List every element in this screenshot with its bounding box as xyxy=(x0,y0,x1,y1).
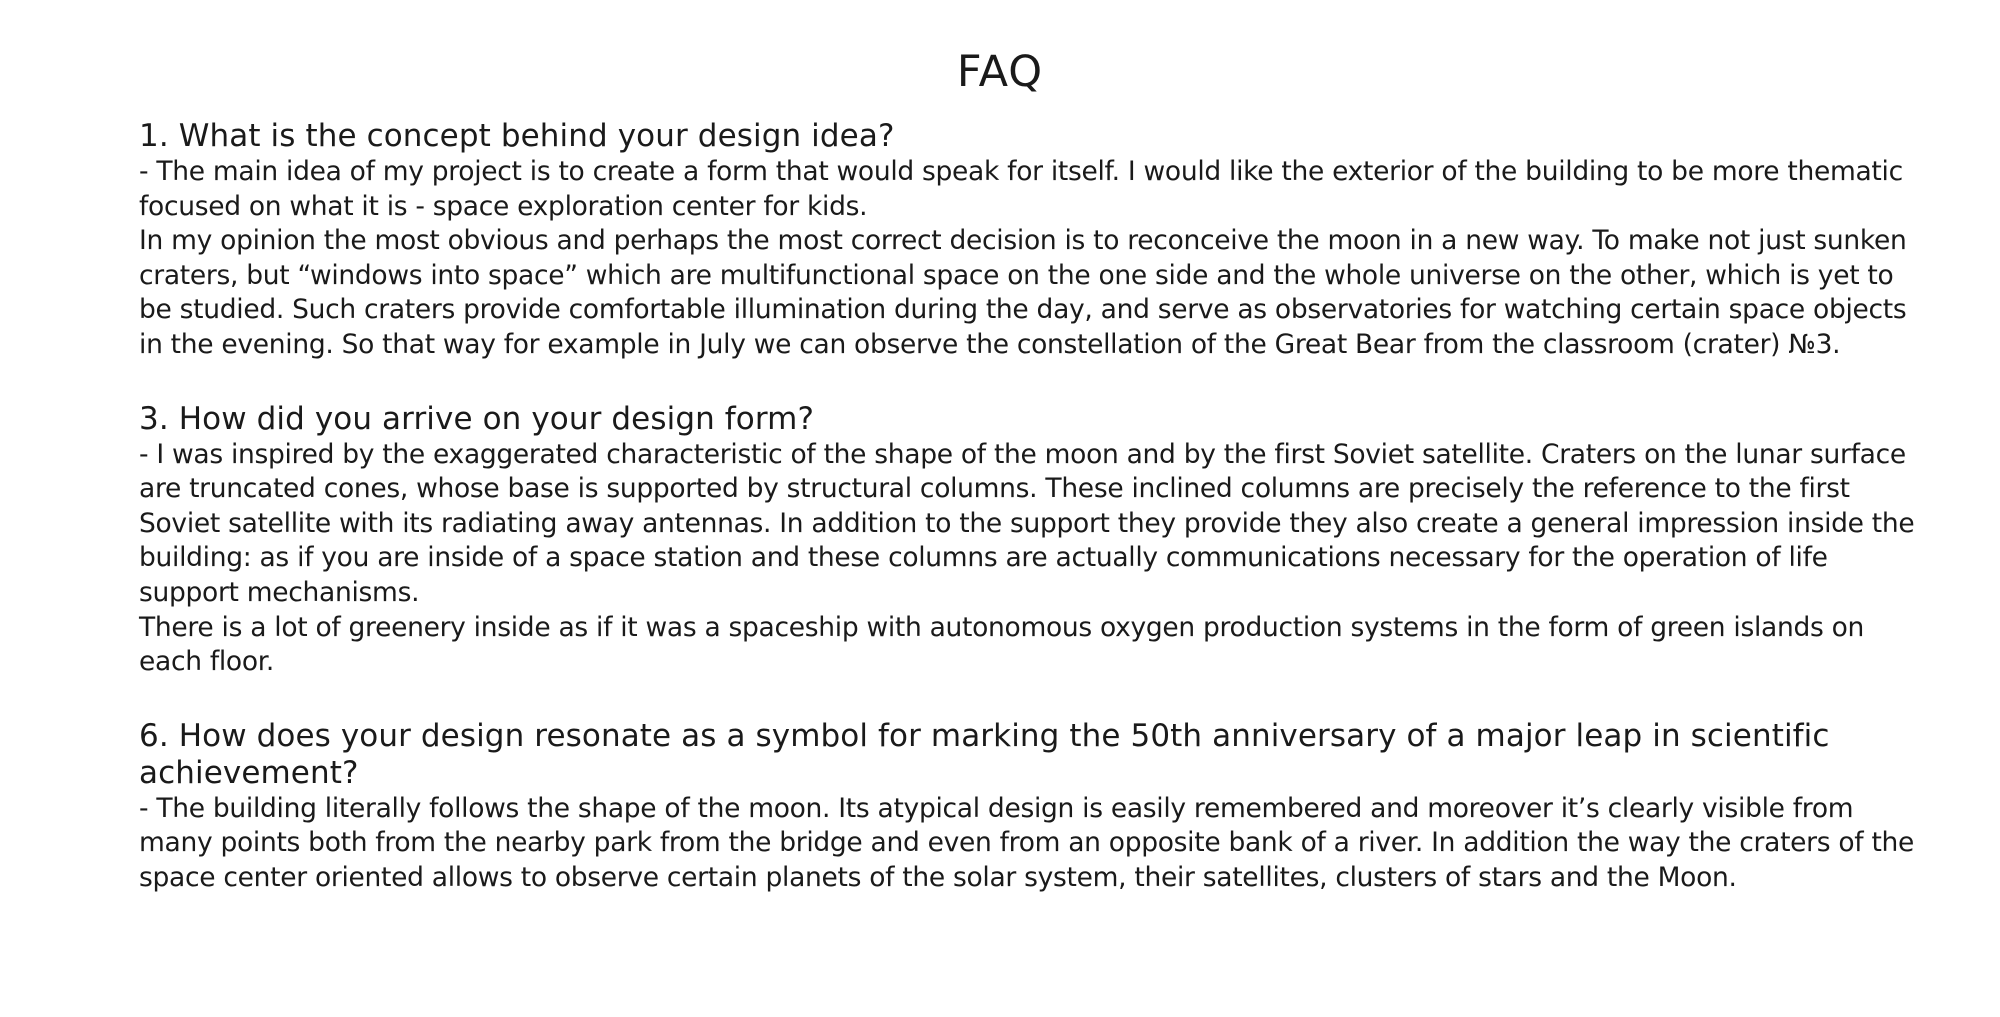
faq-item-1 xyxy=(139,118,1919,363)
page-title: FAQ xyxy=(956,47,1044,97)
faq-list xyxy=(139,118,1919,934)
faq-item-3 xyxy=(139,401,1919,680)
faq-question: 1. What is the concept behind your design idea? xyxy=(139,118,895,154)
faq-answer-paragraph: - The building literally follows the shape of the moon. Its atypical design is easily remembered and moreover it’s clearly visible from many points both from the nearby park from the bridge and even from an opposite bank of a river. In addition the way the craters of the space center oriented allows to observe certain planets of the solar system, their satellites, clusters of stars and the Moon. xyxy=(139,792,1915,893)
faq-question: 3. How did you arrive on your design form? xyxy=(139,400,815,437)
faq-answer-paragraph: - The main idea of my project is to create a form that would speak for itself. I would like the exterior of the building to be more thematic focused on what it is - space exploration center for kids. xyxy=(139,156,1903,222)
faq-question: 6. How does your design resonate as a symbol for marking the 50th anniversary of a major leap in scientific achievement? xyxy=(139,717,1830,791)
faq-item-6 xyxy=(139,718,1919,896)
faq-answer-paragraph: There is a lot of greenery inside as if it was a spaceship with autonomous oxygen production systems in the form of green islands on each floor. xyxy=(139,611,1865,678)
faq-answer-paragraph: In my opinion the most obvious and perhaps the most correct decision is to reconceive the moon in a new way. To make not just sunken craters, but “windows into space” which are multifunctional space on the one side and the whole universe on the other, which is yet to be studied. Such craters provide comfortable illumination during the day, and serve as observatories for watching certain space objects in the evening. So that way for example in July we can observe the constellation of the Great Bear from the classroom (crater) №3. xyxy=(139,225,1907,360)
faq-answer-paragraph: - I was inspired by the exaggerated characteristic of the shape of the moon and by the first Soviet satellite. Craters on the lunar surface are truncated cones, whose base is supported by structural columns. These inclined columns are precisely the reference to the first Soviet satellite with its radiating away antennas. In addition to the support they provide they also create a general impression inside the building: as if you are inside of a space station and these columns are actually communications necessary for the operation of life support mechanisms. xyxy=(139,438,1915,608)
